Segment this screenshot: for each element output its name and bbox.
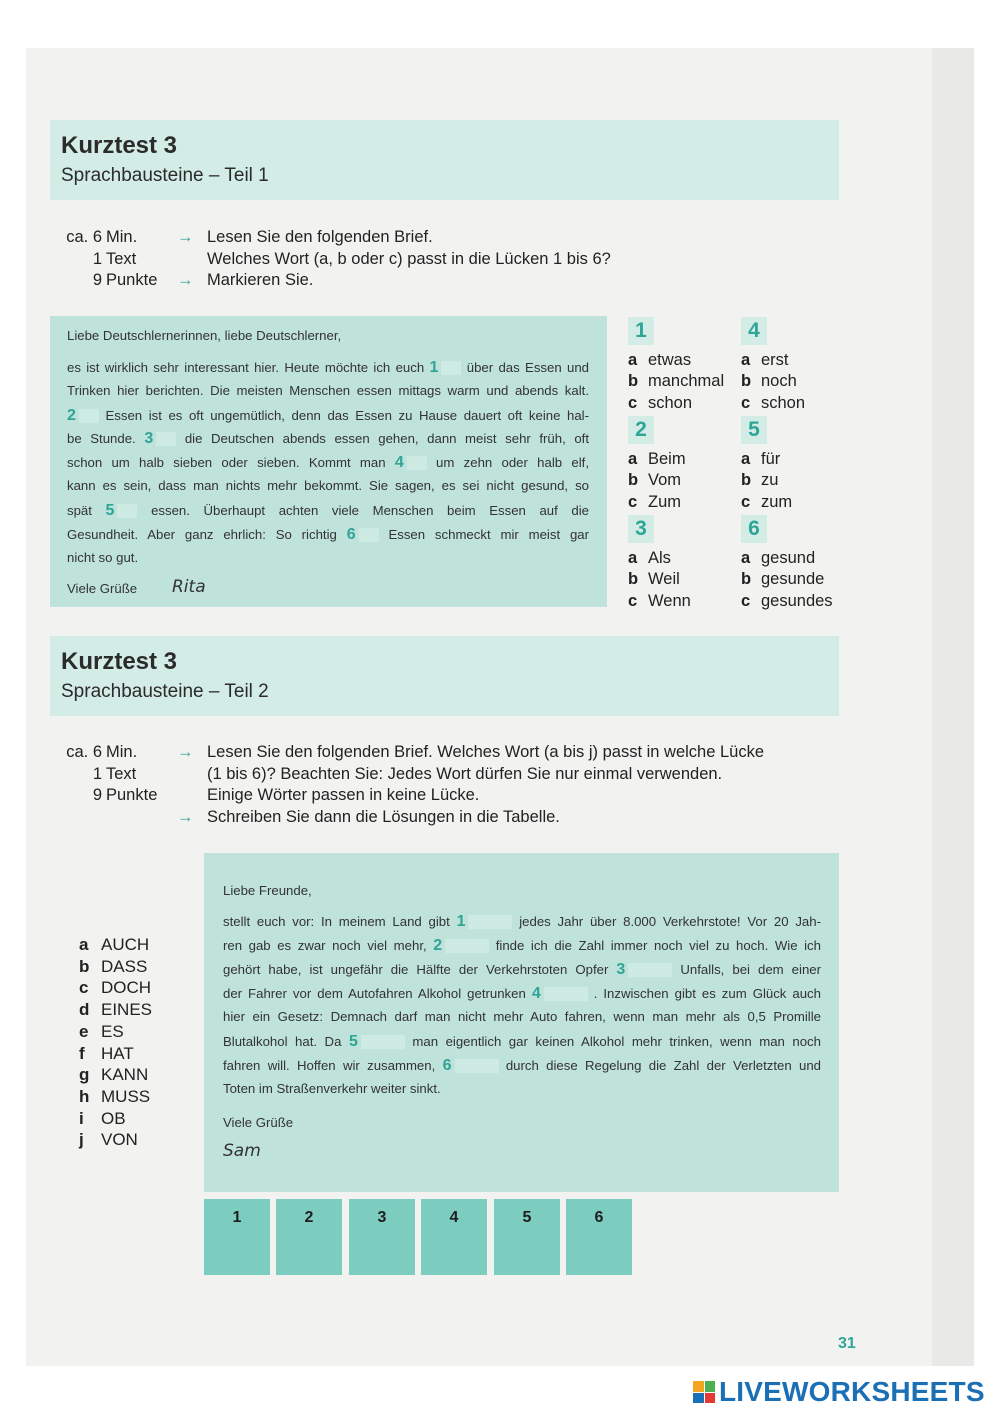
letter-line: Blutalkohol hat. Da 5 man eigentlich gar keinen Alkohol mehr trinken, wenn man noch xyxy=(223,1033,821,1050)
letter-line: hier ein Gesetz: Demnach darf man nicht mehr Auto fahren, wenn man mehr als 0,5 Promille xyxy=(223,1009,821,1024)
option-item[interactable]: c schon xyxy=(741,394,806,412)
instruction-text: (1 bis 6)? Beachten Sie: Jedes Wort dürfen Sie nur einmal verwenden. xyxy=(207,764,723,783)
option-number: 3 xyxy=(628,515,654,543)
letter-signature: Rita xyxy=(172,577,206,597)
arrow-icon: → xyxy=(177,271,194,290)
section1-meta xyxy=(60,227,180,292)
letter-line: kann es sein, dass man nichts mehr bekommt. Sie sagen, es sei nicht gesund, so xyxy=(67,478,589,493)
gap-marker[interactable]: 5 xyxy=(106,502,138,520)
section2-title: Kurztest 3 xyxy=(61,648,178,675)
option-item[interactable]: c gesundes xyxy=(741,592,833,610)
answer-box[interactable]: 3 xyxy=(349,1199,415,1275)
meta-unit: Punkte xyxy=(106,271,158,290)
gap-marker[interactable]: 2 xyxy=(433,937,489,955)
letter-closing: Viele Grüße xyxy=(67,581,138,596)
section2-instructions xyxy=(60,742,830,830)
instruction-text: Lesen Sie den folgenden Brief. xyxy=(207,228,433,246)
meta-num: 1 xyxy=(92,249,102,268)
arrow-icon: → xyxy=(177,228,194,246)
letter-line: be Stunde. 3 die Deutschen abends essen gehen, dann meist sehr früh, oft xyxy=(67,430,590,447)
word-item: a AUCH xyxy=(79,935,150,954)
meta-num: 9 xyxy=(92,786,102,805)
page-edge xyxy=(932,48,974,1366)
option-number: 2 xyxy=(628,416,654,444)
option-number: 4 xyxy=(741,317,767,345)
letter-last-line: Toten im Straßenverkehr weiter sinkt. xyxy=(223,1081,441,1096)
word-item: i OB xyxy=(79,1108,126,1128)
meta-unit: Punkte xyxy=(106,786,158,805)
word-item: j VON xyxy=(79,1130,138,1150)
meta-unit: Min. xyxy=(106,743,138,761)
option-item[interactable]: c Zum xyxy=(628,493,681,511)
section1-instructions xyxy=(60,227,760,293)
gap-marker[interactable]: 6 xyxy=(443,1057,499,1075)
instruction-text: Welches Wort (a, b oder c) passt in die Lücken 1 bis 6? xyxy=(207,249,611,268)
section1-header xyxy=(50,120,839,200)
option-item[interactable]: a etwas xyxy=(628,351,692,369)
option-item[interactable]: c schon xyxy=(628,394,693,412)
option-item[interactable]: b Weil xyxy=(628,570,680,588)
letter-line: der Fahrer vor dem Autofahren Alkohol getrunken 4 . Inzwischen gibt es zum Glück auch xyxy=(223,985,821,1002)
option-item[interactable]: b manchmal xyxy=(628,372,725,390)
gap-marker[interactable]: 3 xyxy=(616,961,672,979)
letter-line: schon um halb sieben oder sieben. Kommt man 4 um zehn oder halb elf, xyxy=(67,454,589,471)
instruction-text: Einige Wörter passen in keine Lücke. xyxy=(207,786,480,805)
section2-subtitle: Sprachbausteine – Teil 2 xyxy=(61,681,269,702)
option-item[interactable]: b gesunde xyxy=(741,570,825,588)
section2-letter xyxy=(204,853,839,1192)
option-number: 6 xyxy=(741,515,767,543)
liveworksheets-logo-icon xyxy=(693,1381,715,1403)
meta-unit: Text xyxy=(106,764,137,783)
option-item[interactable]: b zu xyxy=(741,471,779,489)
page-number: 31 xyxy=(838,1335,856,1352)
meta-num: ca. 6 xyxy=(66,743,102,761)
letter-last-line: nicht so gut. xyxy=(67,550,139,565)
meta-num: ca. 6 xyxy=(66,228,102,246)
section2-header xyxy=(50,636,839,716)
letter-line: Trinken hier berichten. Die meisten Menschen essen mittags warm und abends kalt. xyxy=(67,383,589,398)
option-item[interactable]: a Beim xyxy=(628,450,686,468)
option-item[interactable]: a Als xyxy=(628,549,671,567)
letter-greeting: Liebe Deutschlernerinnen, liebe Deutschlerner, xyxy=(67,328,342,343)
word-item: c DOCH xyxy=(79,978,152,998)
gap-marker[interactable]: 4 xyxy=(532,985,588,1003)
section1-subtitle: Sprachbausteine – Teil 1 xyxy=(61,165,269,186)
instruction-text: Schreiben Sie dann die Lösungen in die Tabelle. xyxy=(207,808,560,827)
gap-marker[interactable]: 3 xyxy=(144,430,176,448)
word-item: g KANN xyxy=(79,1065,149,1085)
option-item[interactable]: c Wenn xyxy=(628,592,691,610)
letter-line: es ist wirklich sehr interessant hier. Heute möchte ich euch 1 über das Essen und xyxy=(67,359,589,376)
answer-box[interactable]: 4 xyxy=(421,1199,487,1275)
letter-greeting: Liebe Freunde, xyxy=(223,883,312,898)
word-item: h MUSS xyxy=(79,1086,151,1106)
answer-box[interactable]: 6 xyxy=(566,1199,632,1275)
letter-line: spät 5 essen. Überhaupt achten viele Menschen beim Essen auf die xyxy=(67,502,590,519)
letter-line: stellt euch vor: In meinem Land gibt 1 jedes Jahr über 8.000 Verkehrstote! Vor 20 Jah- xyxy=(223,913,821,930)
gap-marker[interactable]: 2 xyxy=(67,407,99,425)
answer-box[interactable]: 2 xyxy=(276,1199,342,1275)
gap-marker[interactable]: 4 xyxy=(395,454,427,472)
gap-marker[interactable]: 6 xyxy=(347,526,379,544)
brand-footer xyxy=(693,1376,985,1408)
option-item[interactable]: b Vom xyxy=(628,471,682,489)
answer-box[interactable]: 1 xyxy=(204,1199,270,1275)
gap-marker[interactable]: 1 xyxy=(430,359,462,377)
option-item[interactable]: a erst xyxy=(741,351,789,369)
option-item[interactable]: a gesund xyxy=(741,549,816,567)
answer-box[interactable]: 5 xyxy=(494,1199,560,1275)
option-item[interactable]: b noch xyxy=(741,372,797,390)
letter-line: Gesundheit. Aber ganz ehrlich: So richtig 6 Essen schmeckt mir meist gar xyxy=(67,526,589,543)
brand-name: LIVEWORKSHEETS xyxy=(719,1376,985,1407)
letter-signature: Sam xyxy=(223,1141,261,1161)
letter-line: gehört habe, ist ungefähr die Hälfte der Verkehrstoten Opfer 3 Unfalls, bei dem einer xyxy=(223,961,822,978)
section1-title: Kurztest 3 xyxy=(61,132,178,159)
word-item: e ES xyxy=(79,1021,124,1041)
letter-line: ren gab es zwar noch viel mehr, 2 finde ich die Zahl immer noch viel zu hoch. Wie ich xyxy=(223,937,821,954)
gap-marker[interactable]: 1 xyxy=(457,913,513,931)
section1-letter xyxy=(50,316,607,607)
section2-meta xyxy=(60,742,180,807)
letter-closing: Viele Grüße xyxy=(223,1115,294,1130)
arrow-icon: → xyxy=(177,808,194,827)
gap-marker[interactable]: 5 xyxy=(349,1033,405,1051)
letter-line: fahren will. Hoffen wir zusammen, 6 durch diese Regelung die Zahl der Verletzten und xyxy=(223,1057,821,1074)
option-item[interactable]: c zum xyxy=(741,493,793,511)
arrow-icon: → xyxy=(177,743,194,761)
word-list xyxy=(79,934,152,1151)
letter-line: 2 Essen ist es oft ungemütlich, denn das Essen zu Hause dauert oft keine hal- xyxy=(67,407,589,424)
instruction-text: Markieren Sie. xyxy=(207,271,314,290)
meta-num: 1 xyxy=(92,764,102,783)
option-number: 1 xyxy=(628,317,654,345)
option-number: 5 xyxy=(741,416,767,444)
word-item: b DASS xyxy=(79,956,148,976)
word-item: f HAT xyxy=(79,1043,134,1063)
word-item: d EINES xyxy=(79,1000,153,1020)
meta-num: 9 xyxy=(92,271,102,290)
meta-unit: Min. xyxy=(106,228,138,246)
meta-unit: Text xyxy=(106,249,137,268)
instruction-text: Lesen Sie den folgenden Brief. Welches Wort (a bis j) passt in welche Lücke xyxy=(207,743,765,761)
option-item[interactable]: a für xyxy=(741,450,781,468)
